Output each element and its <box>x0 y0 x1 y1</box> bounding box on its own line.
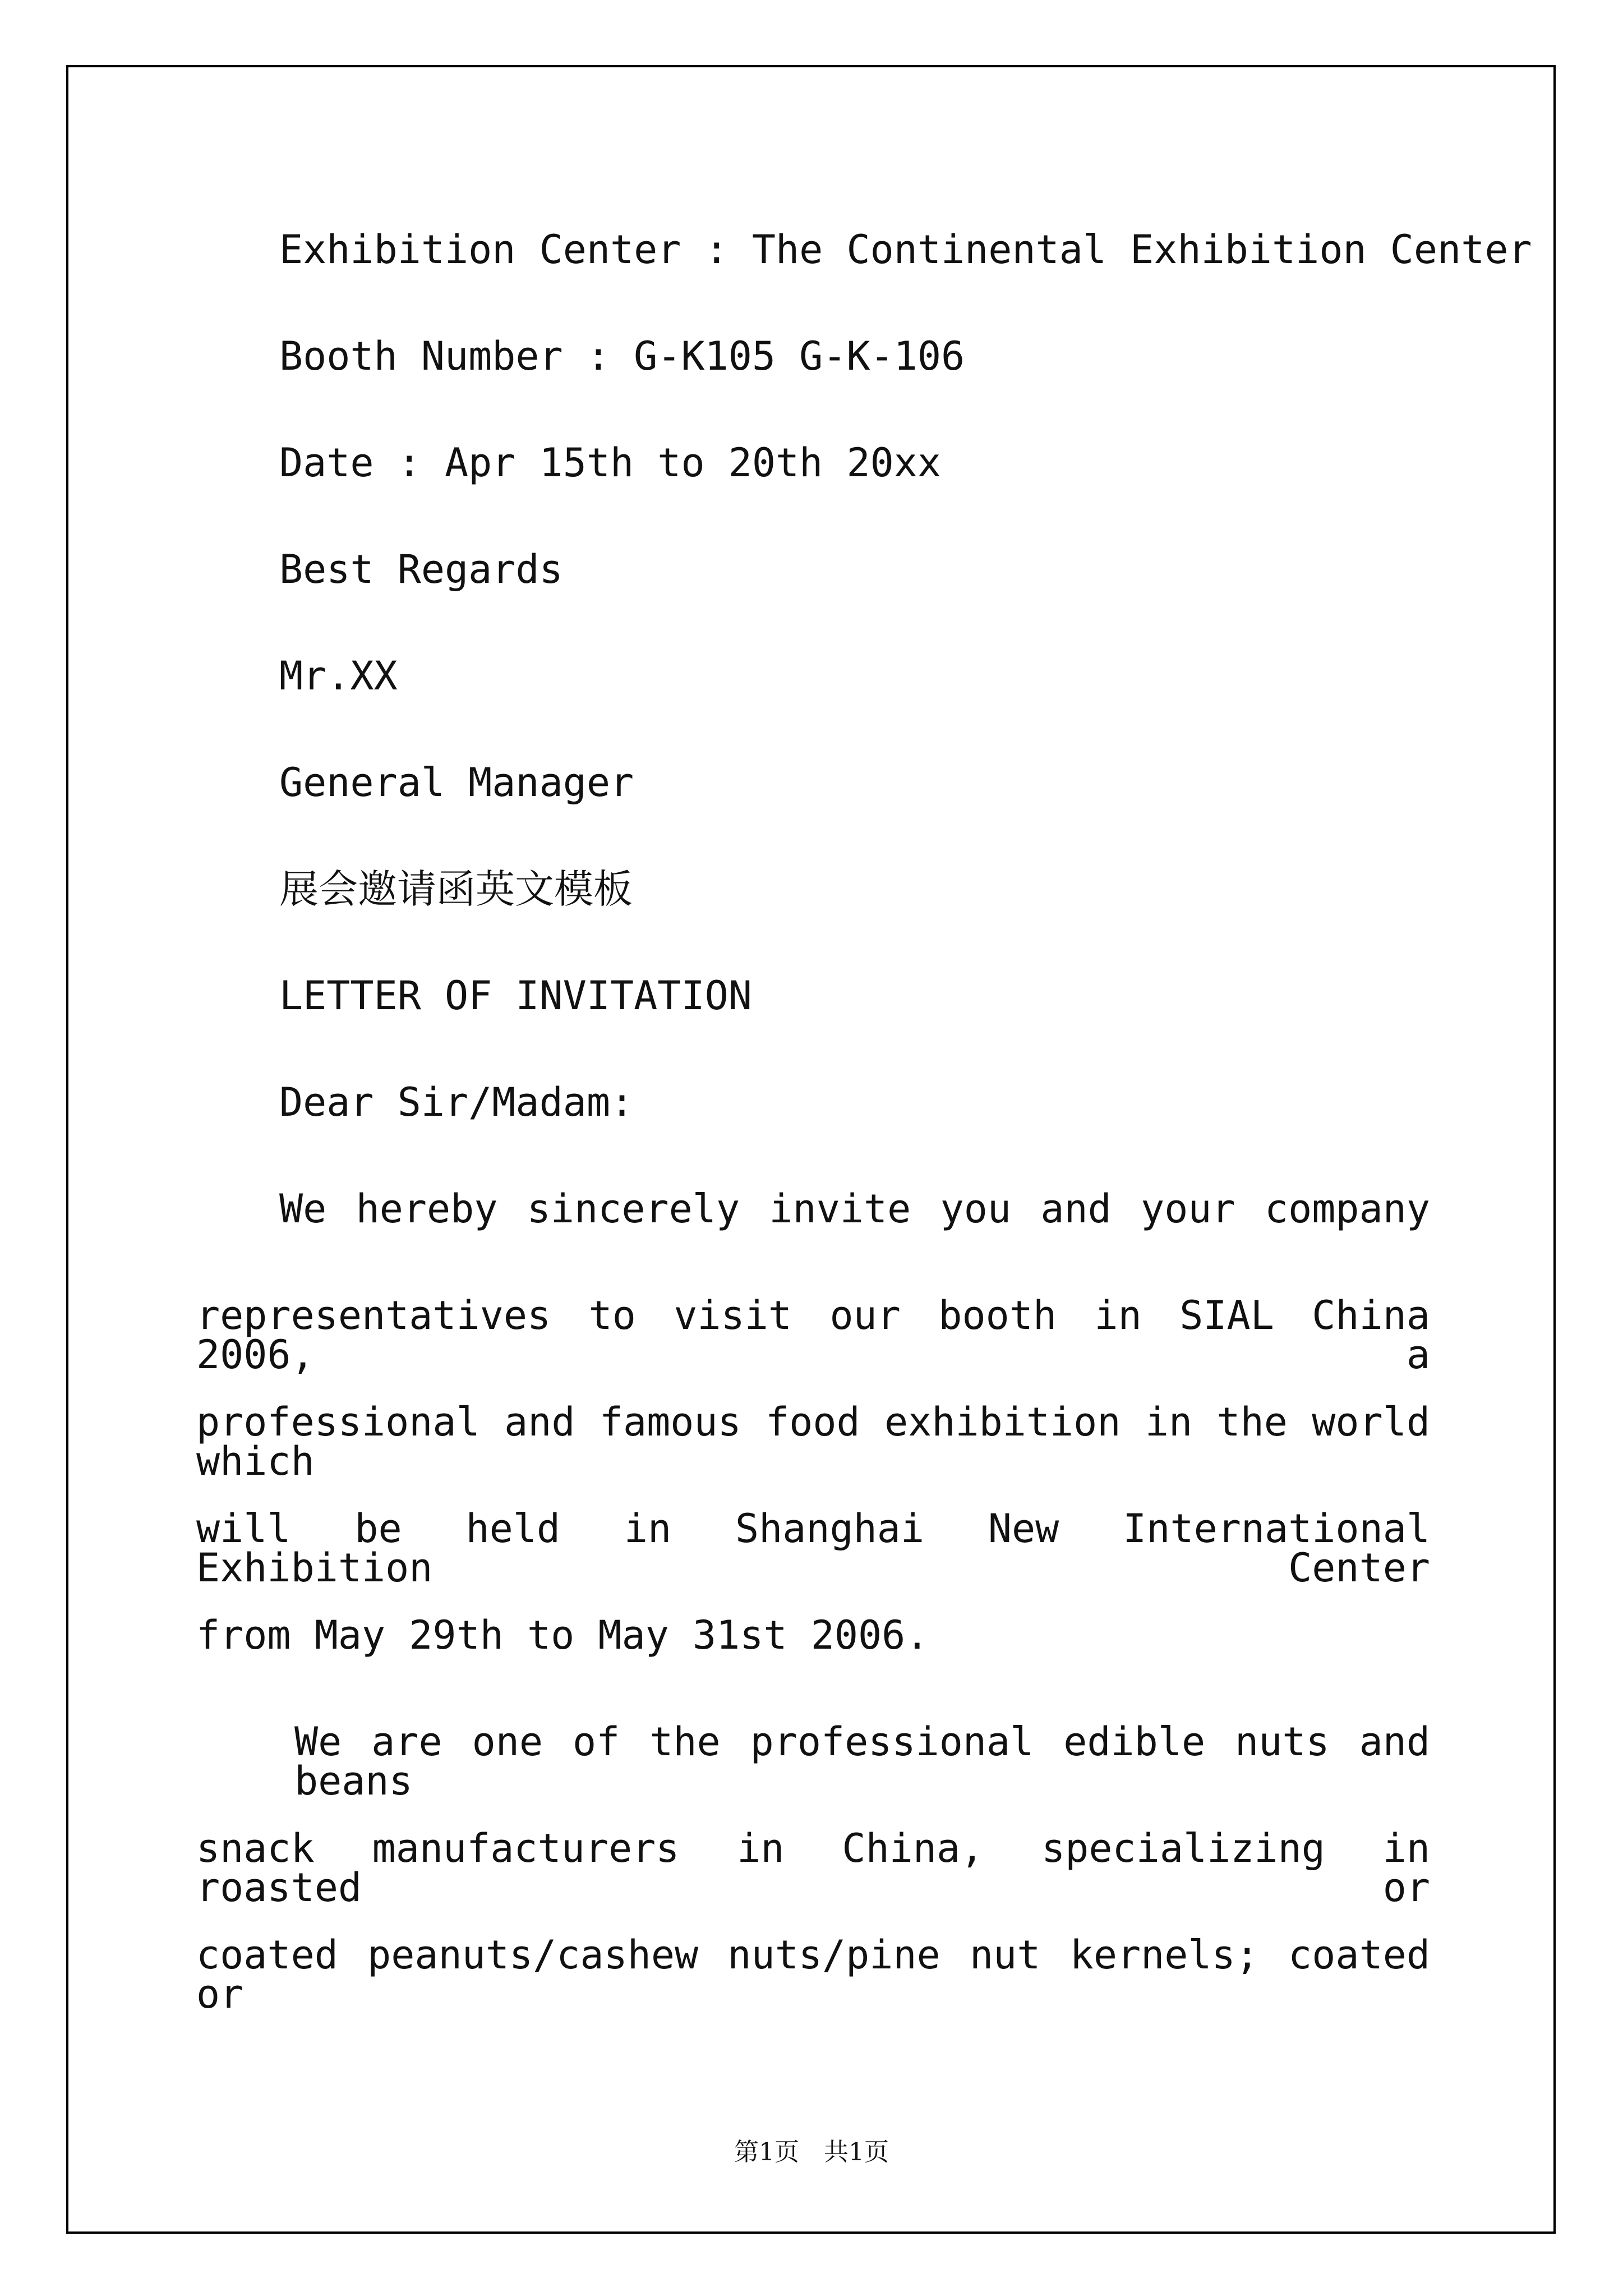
page-footer: 第1页 共1页 <box>734 2138 889 2166</box>
date-line: Date : Apr 15th to 20th 20xx <box>279 440 942 486</box>
paragraph1-line5: from May 29th to May 31st 2006. <box>196 1612 929 1658</box>
paragraph1-line4: will be held in Shanghai New International Exhibition Center <box>196 1506 1430 1591</box>
paragraph2-line3: coated peanuts/cashew nuts/pine nut kernels; coated or <box>196 1932 1430 2017</box>
closing-line: Best Regards <box>279 546 563 592</box>
signature-name: Mr.XX <box>279 653 398 699</box>
paragraph2-line1: We are one of the professional edible nuts and beans <box>294 1719 1430 1804</box>
letter-heading: LETTER OF INVITATION <box>279 973 752 1019</box>
booth-number-line: Booth Number : G-K105 G-K-106 <box>279 333 965 379</box>
paragraph1-line3: professional and famous food exhibition in the world which <box>196 1399 1430 1484</box>
paragraph1-line2: representatives to visit our booth in SIAL China 2006, a <box>196 1292 1430 1378</box>
signature-title: General Manager <box>279 760 634 806</box>
salutation: Dear Sir/Madam: <box>279 1079 634 1125</box>
exhibition-center-line: Exhibition Center : The Continental Exhibition Center <box>279 227 1532 273</box>
paragraph1-line1: We hereby sincerely invite you and your company <box>279 1186 1430 1232</box>
chinese-heading: 展会邀请函英文模板 <box>279 866 633 912</box>
paragraph2-line2: snack manufacturers in China, specializing in roasted or <box>196 1825 1430 1911</box>
